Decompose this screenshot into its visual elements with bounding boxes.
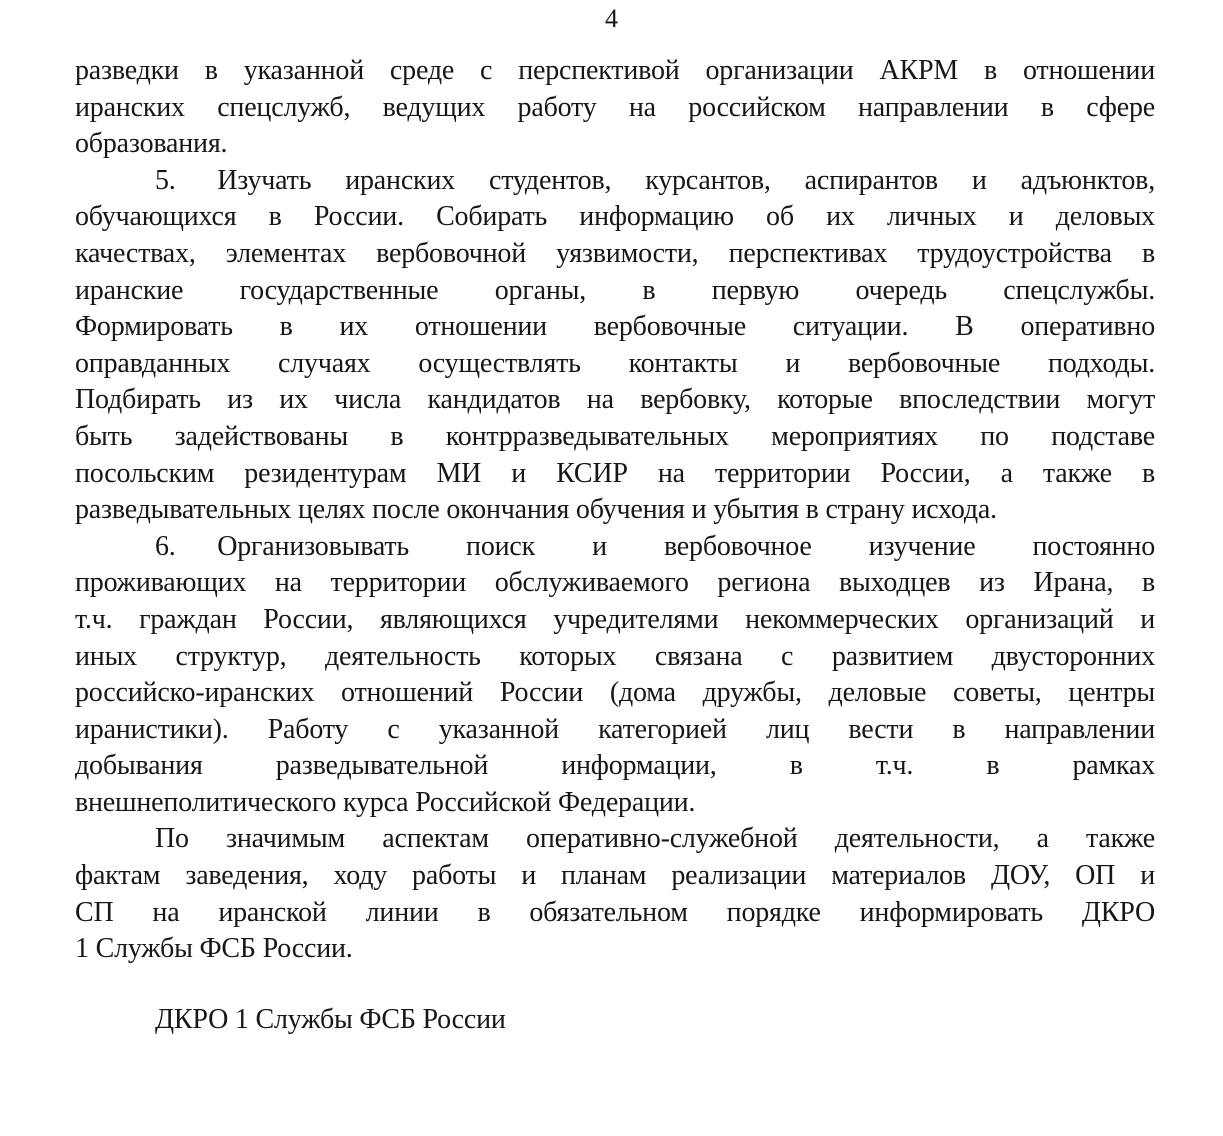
page-number: 4: [605, 4, 618, 33]
text-line: иранские государственные органы, в первую очередь спецслужбы.: [75, 274, 1155, 306]
text-line: 6. Организовывать поиск и вербовочное изучение постоянно: [155, 530, 1155, 562]
text-line: Формировать в их отношении вербовочные ситуации. В оперативно: [75, 311, 1155, 343]
text-line: разведки в указанной среде с перспективой организации АКРМ в отношении: [75, 55, 1155, 86]
text-line: т.ч. граждан России, являющихся учредителями некоммерческих организаций и: [75, 603, 1155, 635]
text-line: быть задействованы в контрразведывательных мероприятиях по подставе: [75, 420, 1155, 452]
text-line: иранских спецслужб, ведущих работу на российском направлении в сфере: [75, 91, 1155, 123]
text-line: оправданных случаях осуществлять контакты и вербовочные подходы.: [75, 347, 1155, 379]
text-line: российско-иранских отношений России (дома дружбы, деловые советы, центры: [75, 677, 1155, 709]
text-line: внешнеполитического курса Российской Федерации.: [75, 786, 696, 818]
text-line: 1 Службы ФСБ России.: [75, 933, 353, 965]
text-line: посольским резидентурам МИ и КСИР на территории России, а также в: [75, 457, 1155, 489]
text-line: фактам заведения, ходу работы и планам реализации материалов ДОУ, ОП и: [75, 860, 1155, 892]
text-line: качествах, элементах вербовочной уязвимости, перспективах трудоустройства в: [75, 237, 1155, 269]
text-line: образования.: [75, 128, 228, 160]
text-line: обучающихся в России. Собирать информацию об их личных и деловых: [75, 201, 1155, 233]
text-line: По значимым аспектам оперативно-служебной деятельности, а также: [155, 823, 1155, 855]
text-line: 5. Изучать иранских студентов, курсантов, аспирантов и адъюнктов,: [155, 164, 1155, 196]
text-line: Подбирать из их числа кандидатов на вербовку, которые впоследствии могут: [75, 384, 1155, 416]
text-line: СП на иранской линии в обязательном порядке информировать ДКРО: [75, 896, 1155, 928]
document-body: [75, 53, 1155, 968]
text-line: иных структур, деятельность которых связана с развитием двусторонних: [75, 640, 1155, 672]
text-line: добывания разведывательной информации, в т.ч. в рамках: [75, 750, 1155, 782]
text-line: иранистики). Работу с указанной категорией лиц вести в направлении: [75, 713, 1155, 745]
text-line: проживающих на территории обслуживаемого региона выходцев из Ирана, в: [75, 567, 1155, 599]
text-line: разведывательных целях после окончания обучения и убытия в страну исхода.: [75, 494, 997, 526]
signature-line: ДКРО 1 Службы ФСБ России: [155, 1004, 506, 1035]
